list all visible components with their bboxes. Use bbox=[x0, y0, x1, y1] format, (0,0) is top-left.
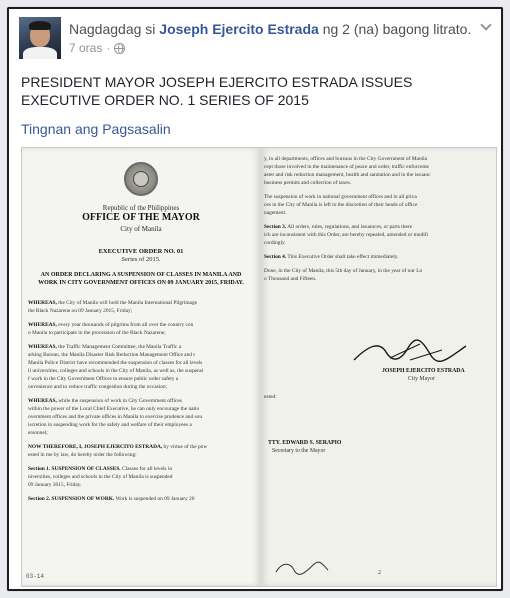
mayor-signature-icon bbox=[350, 338, 470, 366]
doc-line: o Manila to participate in the procession of the Black Nazarene; bbox=[28, 330, 166, 336]
see-translation-link[interactable]: Tingnan ang Pagsasalin bbox=[21, 121, 171, 137]
doc-line: WHEREAS, while the suspension of work in City Government offices bbox=[28, 398, 182, 404]
doc-line: WHEREAS, the Traffic Management Committee, the Manila Traffic a bbox=[28, 344, 182, 350]
doc-line: within the power of the Local Chief Executive, he can only encourage the natio bbox=[28, 406, 200, 412]
doc-line: Section 3. All orders, rules, regulations, and issuances, or parts there bbox=[264, 224, 413, 230]
doc-line: Section 1. SUSPENSION OF CLASSES. Classes for all levels in bbox=[28, 466, 173, 472]
doc-line: cept those involved in the maintenance of peace and order, traffic enforceme bbox=[264, 164, 429, 170]
post-header bbox=[69, 21, 471, 37]
doc-page-tag: 03-14 bbox=[26, 573, 45, 580]
doc-attester: TTY. EDWARD S. SERAPIO bbox=[268, 440, 342, 446]
doc-line: ersonnel; bbox=[28, 430, 48, 436]
doc-line: 09 January 2015, Friday. bbox=[28, 482, 82, 488]
doc-city: City of Manila bbox=[120, 225, 162, 233]
doc-line: Manila Police District have recommended the suspension of classes for all levels bbox=[28, 360, 203, 366]
doc-series: Series of 2015. bbox=[121, 256, 161, 263]
secretary-initials-icon bbox=[272, 560, 332, 576]
doc-line: ested in me by law, do hereby order the following: bbox=[28, 452, 137, 458]
doc-office: OFFICE OF THE MAYOR bbox=[82, 212, 200, 223]
post-card bbox=[6, 6, 504, 592]
doc-line: y, in all departments, offices and bureaus in the City Government of Manila bbox=[264, 156, 428, 162]
doc-line: arking Bureau, the Manila Disaster Risk Reduction Management Office and t bbox=[28, 352, 195, 358]
chevron-down-icon[interactable] bbox=[481, 21, 491, 31]
doc-line: NOW THEREFORE, I, JOSEPH EJERCITO ESTRADA, by virtue of the pow bbox=[28, 444, 208, 450]
doc-line: business permits and collection of taxes. bbox=[264, 180, 352, 186]
doc-order-no: EXECUTIVE ORDER NO. 01 bbox=[98, 248, 184, 255]
doc-line: ich are inconsistent with this Order, are hereby repealed, amended or modifi bbox=[264, 232, 428, 238]
post-photo[interactable] bbox=[21, 147, 497, 587]
doc-line: niversities, colleges and schools in the City of Manila is suspended bbox=[28, 474, 173, 480]
doc-line: cordingly. bbox=[264, 240, 286, 246]
doc-line: Section 4. This Executive Order shall take effect immediately. bbox=[264, 254, 399, 260]
post-text: PRESIDENT MAYOR JOSEPH EJERCITO ESTRADA ISSUES EXECUTIVE ORDER NO. 1 SERIES OF 2015 bbox=[21, 74, 413, 108]
doc-attester-title: Secretary to the Mayor bbox=[272, 448, 326, 454]
post-meta bbox=[69, 41, 125, 55]
doc-signer-title: City Mayor bbox=[408, 376, 435, 382]
doc-signer: JOSEPH EJERCITO ESTRADA bbox=[382, 368, 465, 374]
city-seal-icon bbox=[124, 162, 158, 196]
doc-line: WHEREAS, every year thousands of pilgrims from all over the country con bbox=[28, 322, 194, 328]
doc-line: Section 2. SUSPENSION OF WORK. Work is suspended on 09 January 20 bbox=[28, 496, 195, 502]
doc-line: overnment offices and the private offices in Manila to exercise prudence and sou bbox=[28, 414, 203, 420]
meta-separator: · bbox=[106, 41, 111, 55]
doc-line: f work in the City Government Offices to ensure public order safety a bbox=[28, 376, 179, 382]
header-prefix: Nagdagdag si bbox=[69, 21, 156, 37]
doc-line: o Thousand and Fifteen. bbox=[264, 276, 317, 282]
doc-title-2: WORK IN CITY GOVERNMENT OFFICES ON 09 JANUARY 2015, FRIDAY. bbox=[38, 280, 244, 286]
document-page-2 bbox=[262, 148, 497, 586]
header-suffix: ng 2 (na) bagong litrato. bbox=[322, 21, 472, 37]
doc-title-1: AN ORDER DECLARING A SUSPENSION OF CLASSES IN MANILA AND bbox=[40, 272, 242, 278]
doc-line: aster and risk reduction management, health and sanitation and in the issuanc bbox=[264, 172, 431, 178]
doc-line: Done, in the City of Manila, this 5th day of January, in the year of our Lo bbox=[264, 268, 423, 274]
timestamp-link[interactable]: 7 oras bbox=[69, 41, 103, 55]
doc-line: onvenience and to reduce traffic congestion during the occasion; bbox=[28, 384, 168, 390]
doc-republic: Republic of the Philippines bbox=[102, 204, 180, 212]
avatar[interactable] bbox=[19, 17, 61, 59]
doc-page-number: 2 bbox=[378, 570, 381, 576]
doc-line: the Black Nazarene on 09 January 2015, Friday; bbox=[28, 308, 133, 314]
doc-line: nagement. bbox=[264, 210, 287, 216]
doc-line: WHEREAS, the City of Manila will hold the Manila International Pilgrimage bbox=[28, 300, 198, 306]
doc-line: The suspension of work in national government offices and in all priva bbox=[264, 194, 417, 200]
doc-line: iscretion in suspending work for the safety and welfare of their employees a bbox=[28, 422, 192, 428]
doc-line: ll universities, colleges and schools in the City of Manila, as well as, the suspensi bbox=[28, 368, 204, 374]
doc-attested: ested: bbox=[264, 394, 277, 400]
doc-line: ces in the City of Manila is left to the discretion of their heads of office bbox=[264, 202, 418, 208]
document-page-1 bbox=[22, 148, 260, 586]
globe-icon[interactable] bbox=[114, 43, 125, 54]
author-link[interactable]: Joseph Ejercito Estrada bbox=[159, 21, 319, 37]
